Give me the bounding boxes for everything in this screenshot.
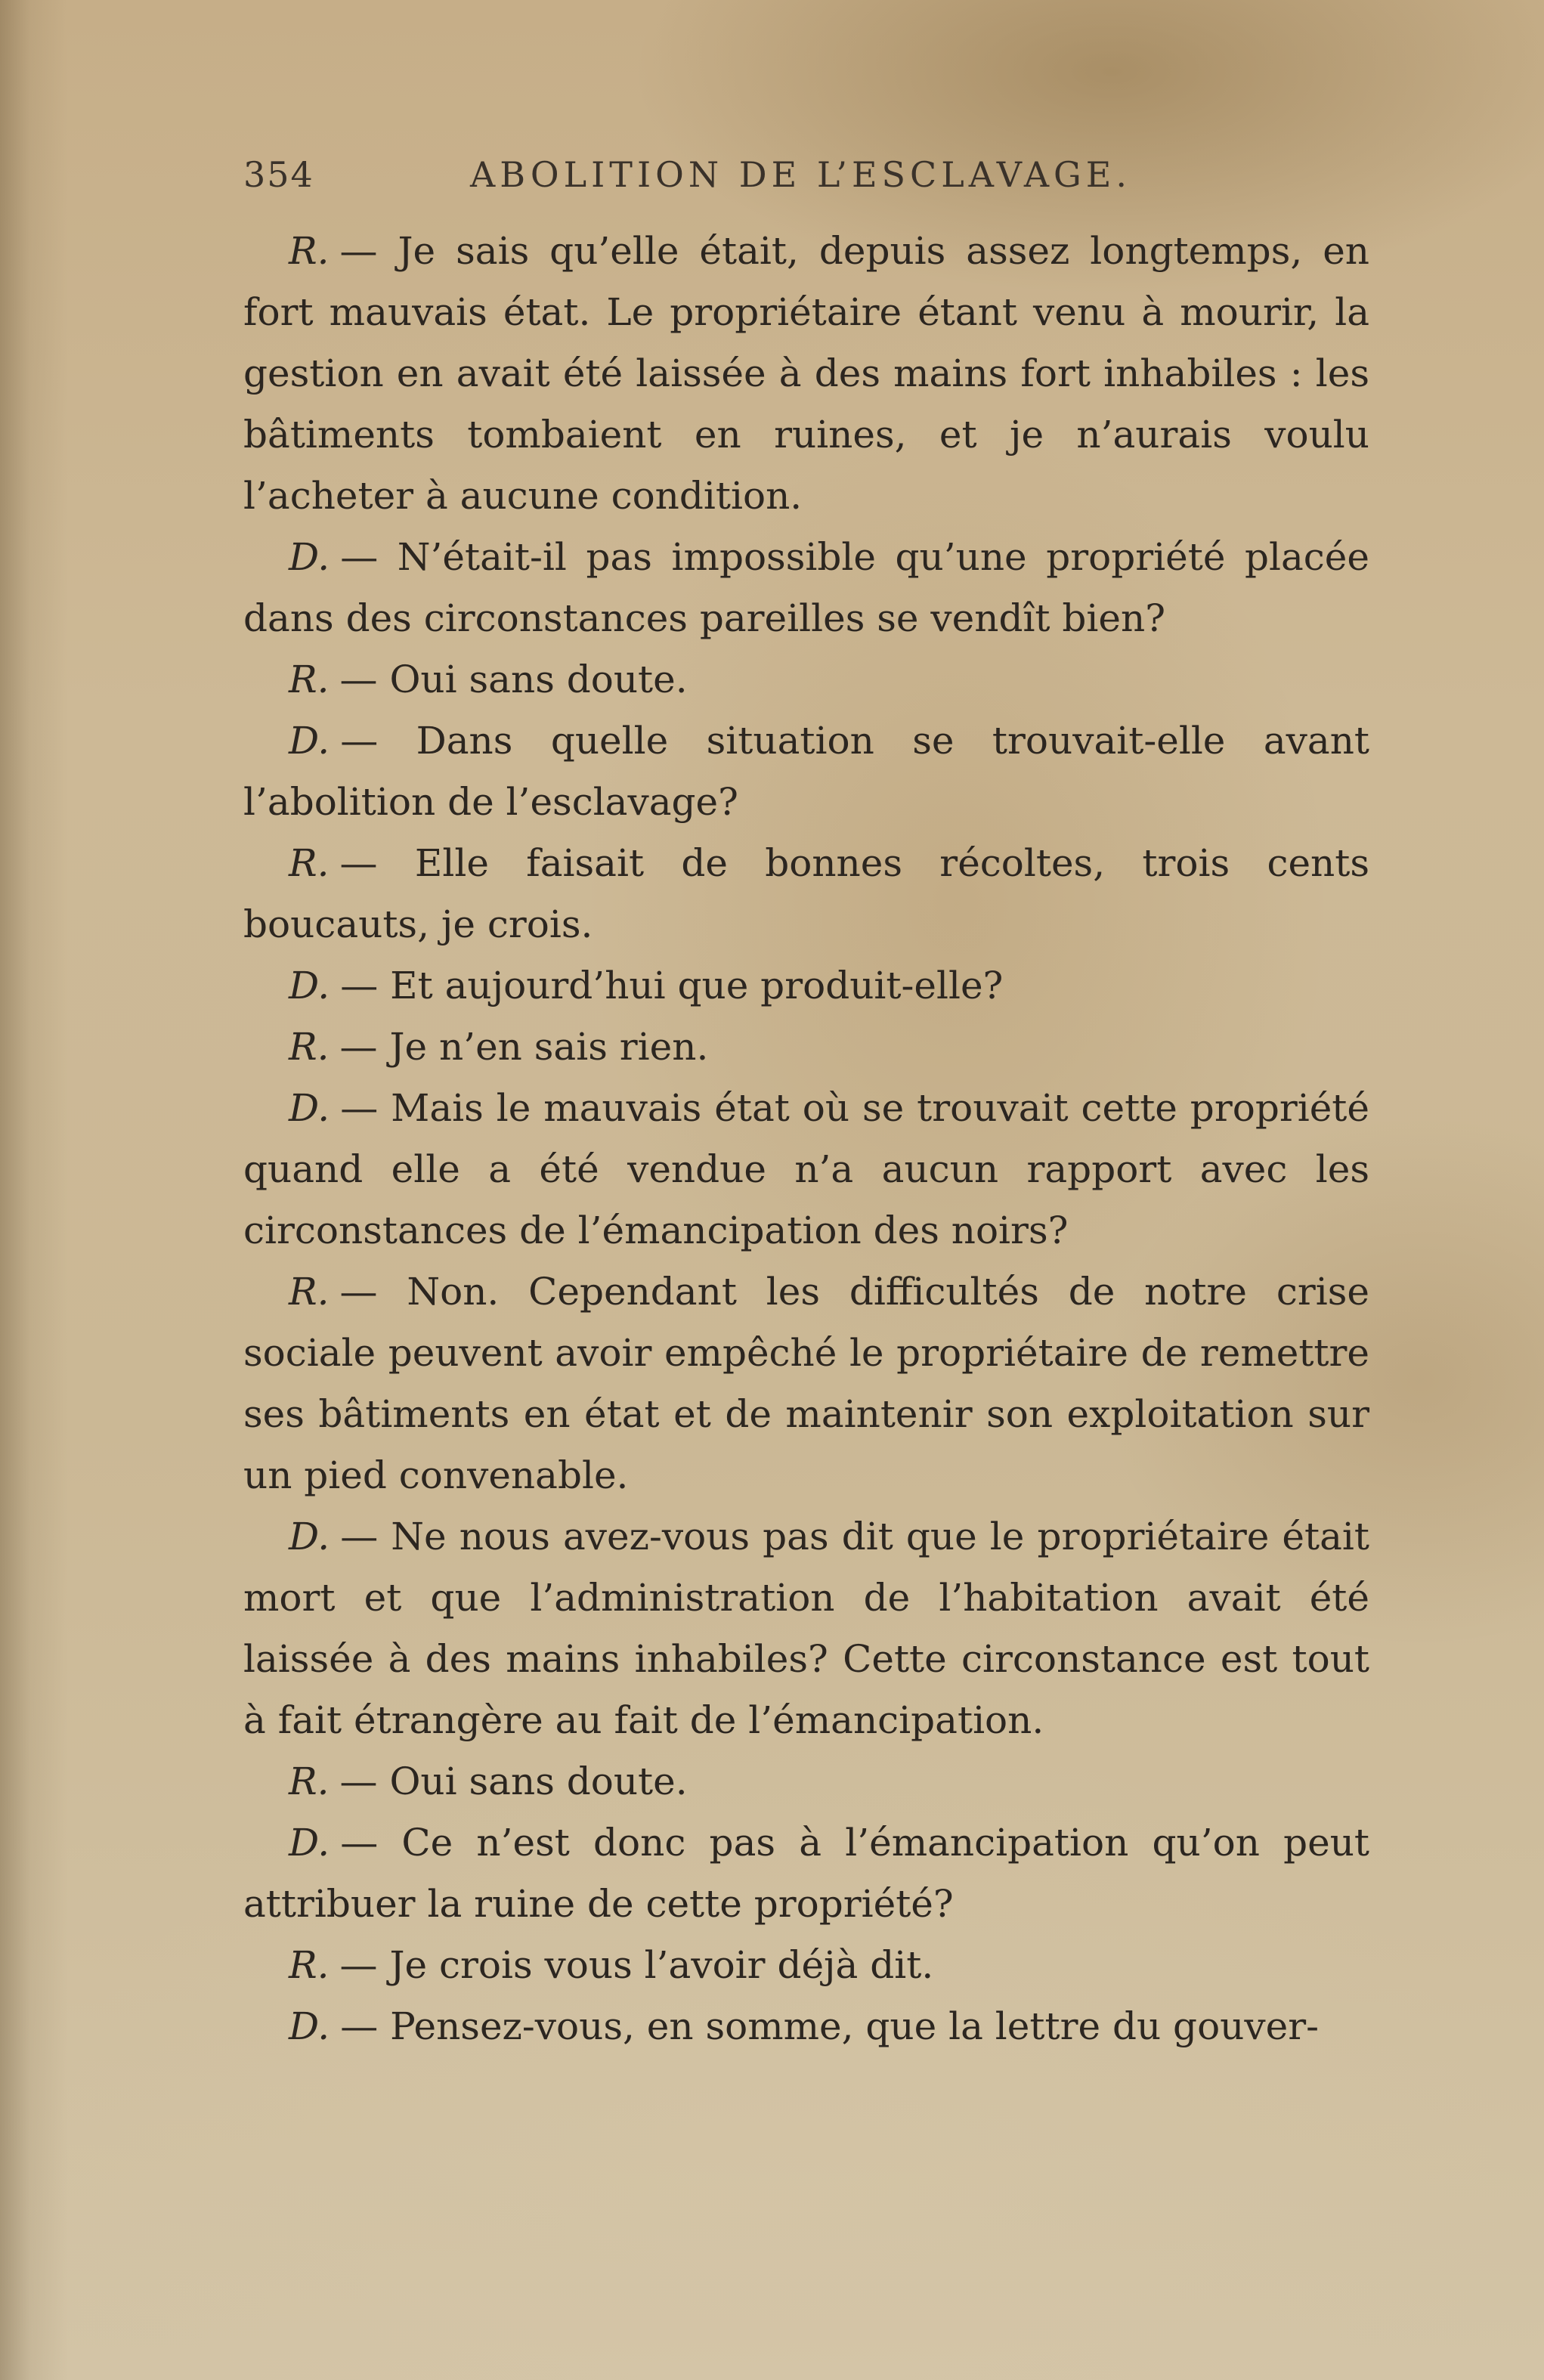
running-head: [243, 154, 1193, 200]
speaker-label: D.: [289, 964, 330, 1007]
dialogue-paragraph: [243, 1812, 1369, 1935]
utterance: — N’était-il pas impossible qu’une propriété placée dans des circonstances pareilles se vendît bien?: [243, 535, 1369, 640]
speaker-label: R.: [289, 841, 330, 885]
speaker-label: R.: [289, 1025, 330, 1069]
utterance: — Pensez-vous, en somme, que la lettre du gouver-: [340, 2004, 1320, 2048]
speaker-label: R.: [289, 1759, 330, 1803]
dialogue-paragraph: [243, 833, 1369, 955]
utterance: — Non. Cependant les difficultés de notre crise sociale peuvent avoir empêché le propriétaire de remettre ses bâtiments en état et de maintenir son exploitation sur un pied convenable.: [243, 1270, 1369, 1497]
speaker-label: D.: [289, 2004, 330, 2048]
dialogue-text: [243, 221, 1369, 2057]
utterance: — Ne nous avez-vous pas dit que le propriétaire était mort et que l’administration de l’habitation avait été laissée à des mains inhabiles? Cette circonstance est tout à fait étrangère au fait de l’émancipation.: [243, 1515, 1369, 1742]
speaker-label: R.: [289, 658, 330, 701]
speaker-label: R.: [289, 229, 330, 273]
utterance: — Je n’en sais rien.: [339, 1025, 709, 1069]
utterance: — Dans quelle situation se trouvait-elle avant l’abolition de l’esclavage?: [243, 719, 1369, 824]
utterance: — Je crois vous l’avoir déjà dit.: [339, 1943, 934, 1987]
speaker-label: D.: [289, 719, 330, 763]
utterance: — Je sais qu’elle était, depuis assez longtemps, en fort mauvais état. Le propriétaire étant venu à mourir, la gestion en avait été laissée à des mains fort inhabiles : les bâtiments tombaient en ruines, et je n’aurais voulu l’acheter à aucune condition.: [243, 229, 1369, 518]
dialogue-paragraph: [243, 1078, 1369, 1261]
dialogue-paragraph: [243, 1261, 1369, 1506]
dialogue-paragraph: [243, 1751, 1369, 1812]
speaker-label: D.: [289, 1086, 330, 1130]
utterance: — Oui sans doute.: [339, 658, 688, 701]
utterance: — Elle faisait de bonnes récoltes, trois cents boucauts, je crois.: [243, 841, 1369, 946]
utterance: — Oui sans doute.: [339, 1759, 688, 1803]
dialogue-paragraph: [243, 710, 1369, 833]
dialogue-paragraph: [243, 1935, 1369, 1996]
dialogue-paragraph: [243, 221, 1369, 527]
dialogue-paragraph: [243, 1506, 1369, 1751]
dialogue-paragraph: [243, 649, 1369, 710]
speaker-label: D.: [289, 1515, 330, 1558]
dialogue-paragraph: [243, 527, 1369, 649]
utterance: — Et aujourd’hui que produit-elle?: [340, 964, 1004, 1007]
speaker-label: D.: [289, 535, 330, 579]
dialogue-paragraph: [243, 955, 1369, 1017]
utterance: — Mais le mauvais état où se trouvait cette propriété quand elle a été vendue n’a aucun rapport avec les circonstances de l’émancipation des noirs?: [243, 1086, 1369, 1252]
dialogue-paragraph: [243, 1017, 1369, 1078]
speaker-label: R.: [289, 1943, 330, 1987]
running-title: ABOLITION DE L’ESCLAVAGE.: [470, 154, 1131, 195]
dialogue-paragraph: [243, 1996, 1369, 2057]
speaker-label: R.: [289, 1270, 330, 1314]
page-number: 354: [243, 154, 314, 195]
utterance: — Ce n’est donc pas à l’émancipation qu’on peut attribuer la ruine de cette propriété?: [243, 1821, 1369, 1926]
speaker-label: D.: [289, 1821, 330, 1865]
